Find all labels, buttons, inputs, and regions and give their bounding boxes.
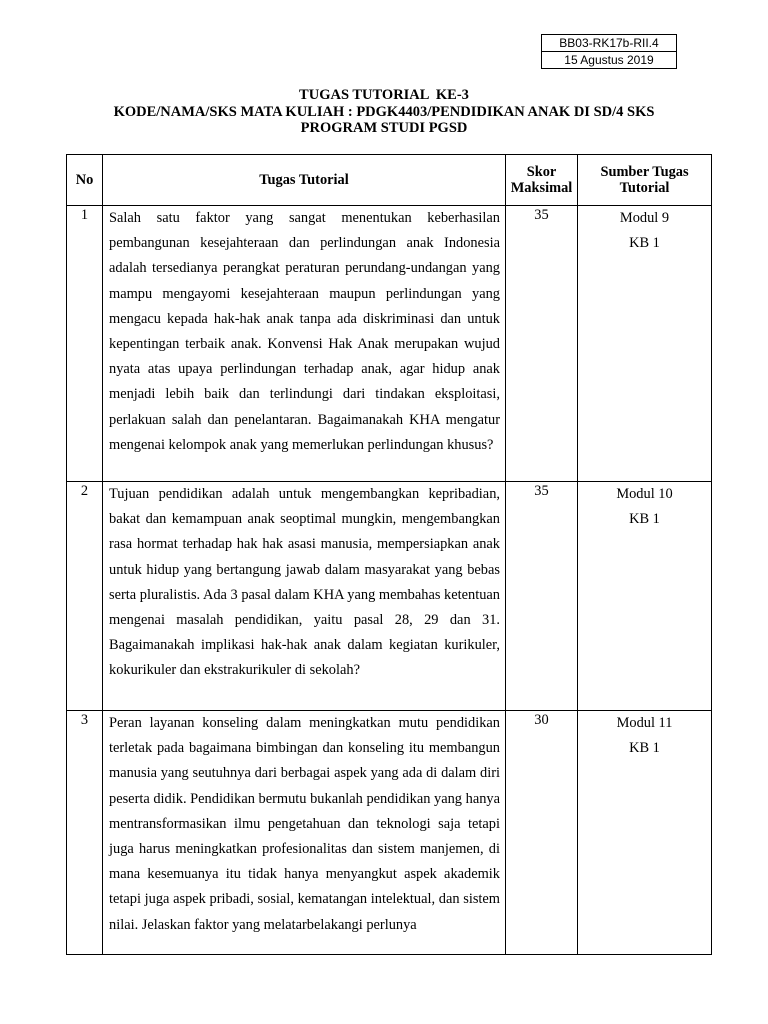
task-text <box>103 711 506 955</box>
row-number: 3 <box>67 711 103 955</box>
header-score: Skor Maksimal <box>506 155 578 206</box>
task-paragraph: Salah satu faktor yang sangat menentukan keberhasilan pembangunan kesejahteraan dan perlindungan anak Indonesia adalah tersedianya perangkat peraturan perundang-undangan yang mampu mengayomi kesejahteraan maupun perlindungan yang mengacu kepada hak-hak anak tanpa ada diskriminasi dan untuk kepentingan terbaik anak. Konvensi Hak Anak merupakan wujud nyata atas upaya perlindungan terhadap anak, agar hidup anak menjadi lebih baik dan terlindungi dari tindakan eksploitasi, perlakuan salah dan penelantaran. Bagaimanakah KHA mengatur mengenai kelompok anak yang memerlukan perlindungan khusus? <box>109 210 500 453</box>
document-code: BB03-RK17b-RII.4 <box>559 36 659 50</box>
max-score: 35 <box>506 482 578 711</box>
source-kb: KB 1 <box>629 511 660 527</box>
tutorial-table <box>66 154 712 955</box>
task-source <box>578 482 712 711</box>
header-task: Tugas Tutorial <box>103 155 506 206</box>
document-code-box <box>541 34 677 69</box>
source-module: Modul 9 <box>619 210 670 226</box>
study-program: PROGRAM STUDI PGSD <box>300 120 468 136</box>
task-text <box>103 482 506 711</box>
source-kb: KB 1 <box>629 740 660 756</box>
task-source <box>578 206 712 482</box>
tutorial-title: TUGAS TUTORIAL KE-3 <box>299 87 469 103</box>
table-row <box>67 482 712 711</box>
table-row <box>67 206 712 482</box>
header-source: Sumber Tugas Tutorial <box>578 155 712 206</box>
task-text <box>103 206 506 482</box>
header-no: No <box>67 155 103 206</box>
max-score: 35 <box>506 206 578 482</box>
course-info: KODE/NAMA/SKS MATA KULIAH : PDGK4403/PENDIDIKAN ANAK DI SD/4 SKS <box>113 104 655 120</box>
source-module: Modul 11 <box>616 715 673 731</box>
task-paragraph: Peran layanan konseling dalam meningkatkan mutu pendidikan terletak pada bagaimana bimbingan dan konseling itu membangun manusia yang seutuhnya dari berbagai aspek yang ada di dalam diri peserta didik. Pendidikan bermutu bukanlah pendidikan yang hanya mentransformasikan ilmu pengetahuan dan teknologi saja tetapi juga harus meningkatkan profesionalitas dan sistem manjemen, di mana kesemuanya itu tidak hanya menyangkut aspek akademik tetapi juga aspek pribadi, sosial, kematangan intelektual, dan sistem nilai. Jelaskan faktor yang melatarbelakangi perlunya <box>109 715 500 933</box>
document-date: 15 Agustus 2019 <box>542 51 676 68</box>
task-paragraph: Tujuan pendidikan adalah untuk mengembangkan kepribadian, bakat dan kemampuan anak seoptimal mungkin, mengembangkan rasa hormat terhadap hak hak asasi manusia, mempersiapkan anak untuk hidup yang bertangung jawab dalam masyarakat yang bebas serta pluralistis. Ada 3 pasal dalam KHA yang membahas ketentuan mengenai masalah pendidikan, yaitu pasal 28, 29 dan 31. Bagaimanakah implikasi hak-hak anak dalam kegiatan kurikuler, kokurikuler dan ekstrakurikuler di sekolah? <box>109 486 500 679</box>
max-score: 30 <box>506 711 578 955</box>
row-number: 2 <box>67 482 103 711</box>
row-number: 1 <box>67 206 103 482</box>
table-header-row <box>67 155 712 206</box>
source-module: Modul 10 <box>616 486 673 502</box>
task-source <box>578 711 712 955</box>
source-kb: KB 1 <box>629 235 660 251</box>
table-row <box>67 711 712 955</box>
